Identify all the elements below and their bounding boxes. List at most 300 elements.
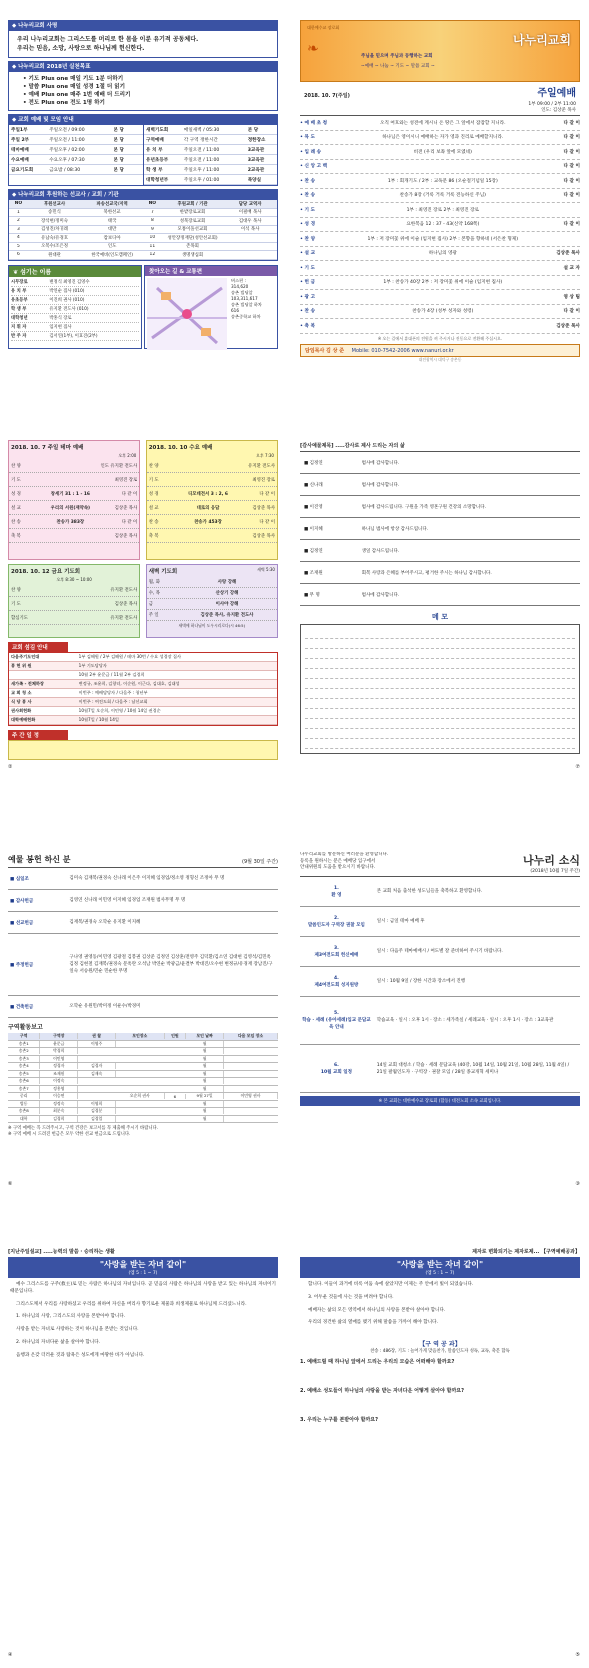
service-date: 2018. 10. 7(주일) [304,93,350,99]
bus-line: 버스편 : [231,277,246,283]
study-question: 1. 예배드릴 때 하나님 앞에서 드리는 우리의 모습은 어떠해야 할까요? [300,1359,455,1366]
group-cell: 6 [165,1094,187,1099]
memo-line [305,649,575,659]
worship-name: 주일1부 [11,127,28,133]
support-cell: NO [14,201,23,207]
page-3 [8,440,278,770]
program-row [147,459,277,473]
group-row [8,1041,278,1049]
program-row [9,583,139,597]
worship-place: 본 당 [113,147,124,153]
news-label [300,1010,373,1031]
support-cell: 4 [16,235,20,241]
plan-header: ◆ 나누리교회 2018년 실천목표 [8,61,278,71]
thanks-text: 회복 사랑과 은혜를 부어주시고, 평거한 주시는 하나님 감사합니다. [361,570,492,576]
support-cell: 한국예비(인도캠페인) [91,252,133,258]
order-person: 다 같 이 [563,222,580,228]
offering-row [8,934,278,996]
bus-line: 314,620 [231,283,249,289]
thanks-row [300,496,580,518]
servants-header: ❦ 섬기는 이름 [9,266,141,277]
news-detail: 학습교육 · 일시 : 오후 1시 · 장소 : 세가족실 / 세례교육 · 일시 : 오후 1시 · 장소 : 3교육관 [376,1018,554,1023]
support-table [8,199,278,261]
memo-box [300,624,580,754]
support-cell: 태국 [107,218,117,224]
group-cell: 송촌4 [8,1063,40,1069]
thanks-text: 범사에 감사합니다. [361,460,400,466]
map-box [144,265,278,349]
news-label [300,915,373,929]
worship-place: 본 당 [113,167,124,173]
offering-row [8,912,278,934]
group-cell: 월 [186,1071,224,1077]
program-content: 찬송가 453장 [194,519,222,525]
offering-type: ■ 건축헌금 [10,1004,34,1010]
group-cell: 대학 [8,1116,40,1122]
study-questions [300,1358,580,1423]
news-heading: 환 영 [331,892,342,898]
support-cell: 이석 목사 [240,227,260,233]
group-cell: 오순희 권사 [116,1093,165,1099]
order-name: • 입 례 송 [300,149,322,155]
worship-place: 목양실 [247,177,262,183]
page-4 [300,440,580,770]
servant-role: 유 치 부 [11,288,27,294]
group-cell: 다음 모임 장소 [224,1033,278,1039]
support-row [9,226,277,235]
memo-line [305,639,575,649]
duty-detail: 이번주 : 예배담당자 / 다음주 : 청년부 [78,690,148,695]
group-report-title: 구역활동보고 [8,1024,43,1031]
page-number: ⑥ [8,1181,13,1187]
support-cell: 1 [16,209,20,215]
servant-names: 김서연(1부), 이효진(2부) [49,333,98,339]
order-row [300,276,580,291]
offering-type: ■ 십일조 [10,876,29,882]
servant-row [11,296,139,305]
servant-role: 시무장로 [11,279,28,285]
program-content: 찬송가 383장 [56,519,85,525]
order-row [300,174,580,189]
support-cell: 후원교회 / 기관 [177,201,208,207]
program-row [9,501,139,515]
group-head-row [8,1033,278,1041]
page-number: ④ [8,1652,13,1658]
order-name: • 찬 양 [300,236,316,242]
support-row [9,243,277,252]
page-5 [8,852,278,1187]
bus-line: 송촌중학교 하차 [231,313,261,319]
servant-role: 대학청년 [11,315,28,321]
thanks-list [300,452,580,606]
group-note: ※ 구역 예배 시 드려진 헌금은 모두 약한 선교 헌금으로 드립니다. [8,1132,131,1137]
support-row [9,217,277,226]
program-person: 유지환 전도사 [110,615,138,621]
group-note: ※ 구역 예배는 꼭 드려주시고, 구역 건강은 보고서를 꼭 제출해 주시기 바랍니다. [8,1126,159,1131]
order-person: 다 같 이 [563,164,580,170]
group-cell: 송촌7 [8,1086,40,1092]
worship-time: 주일오전 / 11:00 [49,137,85,143]
page-number: ③ [575,1181,580,1187]
worship-time: 주일오후 / 02:00 [49,147,85,153]
program-content: 우리의 서원(재약속) [50,505,91,511]
duty-table [8,652,278,726]
support-cell: 캄보디아 [103,235,121,241]
group-cell: 송촌2 [8,1048,40,1054]
servant-names: 이진희 권사 (010) [49,297,85,303]
duty-name: 권사회헌화 [11,708,32,713]
program-item: 성 경 [11,491,21,497]
support-cell: 7 [150,209,154,215]
order-row [300,160,580,175]
worship-row [144,145,277,155]
program-item: 주 일 [148,613,159,618]
worship-time: 금요밤 / 08:30 [49,167,81,173]
duty-name: 새가족 - 전체하장 [11,681,44,686]
program-row [147,610,277,621]
support-row [9,234,277,243]
weekly-schedule [8,740,278,760]
support-cell: 유남숙/유경호 [41,235,69,241]
offering-list [8,868,278,1018]
group-cell: 권 찰 [78,1033,116,1039]
worship-row [144,155,277,165]
bus-info [231,278,262,320]
program-person: 김상준 목사 [114,601,138,607]
order-person: 다 같 이 [563,149,580,155]
program-row [9,597,139,611]
banner-line-2: ~예배 ~ 나눔 ~ 기도 ~ 말씀 교회 ~ [361,64,435,69]
plan-item: • 예배 Plus one 매주 1번 예배 더 드리기 [23,92,131,98]
group-cell: 조재원 [40,1071,78,1077]
program-item: 기 도 [148,477,159,483]
group-cell: 송촌6 [8,1078,40,1084]
study-body [300,1278,580,1337]
duty-row [9,689,277,698]
support-cell: 원대관 [48,252,61,258]
memo-line [305,739,575,749]
group-cell: 구역장 [40,1033,78,1039]
program-person: 다 같 이 [259,519,275,525]
sermon-body [8,1278,278,1370]
duty-name: 대학예배헌화 [11,717,36,722]
banner [300,20,580,82]
news-heading: 제4여전도회 성지원방 [314,982,359,988]
plan-item: • 기도 Plus one 매일 기도 1분 더하기 [23,76,124,82]
worship-table [8,124,278,186]
duty-detail: 10월 2부 윤문금 / 11월 2부 김경희 [78,672,145,677]
support-cell: 5 [16,243,20,249]
memo-heading: 메 모 [432,613,448,621]
program-item: 축 복 [148,533,159,539]
group-row [8,1116,278,1124]
worship-place: 정한장소 [247,137,266,143]
memo-line [305,729,575,739]
duty-detail: 10월7일 / 10월 14일 [78,717,119,722]
news-week: (2018년 10월 7일 주간) [530,869,580,874]
group-cell: 월 [186,1086,224,1092]
page-number: ⑤ [575,1652,580,1658]
news-row [300,907,580,937]
page-8 [300,1248,580,1658]
worship-row [9,155,143,165]
order-row [300,189,580,204]
support-header: ◆ 나누리교회 후원하는 선교사 / 교회 / 기관 [8,189,278,199]
page-7 [8,1248,278,1658]
program-content: 사랑 강해 [217,580,237,585]
page-6 [300,852,580,1187]
group-cell: 월 [186,1078,224,1084]
order-name: • 찬 송 [300,178,316,184]
memo-line [305,689,575,699]
support-cell: 3 [16,226,20,232]
worship-name: 유 치 부 [146,147,163,153]
servant-role: 반 주 자 [11,333,27,339]
group-cell: 이민영 [40,1056,78,1062]
servant-row [11,332,139,341]
support-cell: 북한선교 [103,210,121,216]
offering-title: 예물 봉헌 하신 분 [8,855,71,864]
group-cell: 9월 27일 [186,1093,224,1099]
support-cell: 대만 [107,227,117,233]
news-number: 3. [333,945,339,951]
worship-name: 수요예배 [11,157,29,163]
order-row [300,232,580,247]
duty-row [9,671,277,680]
friday-prayer-box: 2018. 10. 12 금요 기도회 오후 8:30 ~ 10:00 찬 양 유지환 전도사 기 도 김상준 목사 합심기도 유지환 전도사 [8,564,140,638]
order-person: 다 같 이 [563,120,580,126]
order-detail: 1부 : 저 장미꽃 위에 이슬 (임지현 집사) 2부 : 본향을 향하네 (서은찬 형제) [367,236,519,242]
support-row [9,251,277,260]
order-name: • 찬 송 [300,309,316,315]
order-person: 김상준 목사 [556,251,580,257]
worship-place: 2교육관 [247,167,265,173]
order-of-service [300,116,580,334]
program-row [147,529,277,543]
offering-week: (9월 30일 주간) [242,859,278,865]
order-name: • 성 경 [300,222,316,228]
program-row [147,588,277,599]
sermon-title-bar: "사랑을 받는 자녀 같이" (엡 5 : 1 ~ 7) [8,1257,278,1278]
thanks-row [300,584,580,606]
memo-line [305,679,575,689]
thanks-name: ■ 신나래 [304,482,323,488]
offering-row [8,868,278,890]
group-row [8,1078,278,1086]
news-label [300,1062,373,1076]
offering-row [8,890,278,912]
group-cell: 월 [186,1101,224,1107]
study-paragraph: 합니다. 이들이 과거에 비록 어둠 속에 살았지만 이제는 주 안에서 빛이 되었습니다. [308,1282,474,1287]
news-row [300,997,580,1045]
worship-name: 대학청년부 [146,177,169,183]
news-row [300,1045,580,1093]
group-cell: 월 [186,1116,224,1122]
duty-row [9,662,277,671]
order-row [300,261,580,276]
support-cell: 9 [150,226,154,232]
group-cell: 이영주 [78,1041,116,1047]
program-row [9,459,139,473]
group-cell: 월 [186,1041,224,1047]
order-name: • 광 고 [300,294,316,300]
autumn-leaf-icon: ❧ [307,41,319,57]
sermon-paragraph: 1. 하나님의 사랑, 그리스도의 사랑을 본받아야 합니다. [16,1314,126,1320]
order-person: 다 같 이 [563,135,580,141]
sermon-paragraph: 예수 그리스도를 구주(救主)로 믿는 사람은 하나님의 자녀입니다. 곧 믿음의 사람은 하나님의 사랑을 받고 있는 하나님의 자녀이기 때문입니다. [10,1282,276,1294]
order-detail: 하나님의 영광 [428,251,457,257]
group-row [8,1056,278,1064]
program-person: 김상준 목사 [252,533,275,539]
order-row [300,145,580,160]
program-item: 설 교 [11,505,21,511]
mission-line-1: 우리 나누리교회는 그리스도를 머리로 한 몸을 이룬 유기적 공동체다. [17,36,199,43]
worship-row [9,135,143,145]
map-header: 찾아오는 길 & 교통편 [145,266,277,276]
worship-name: 테마예배 [11,147,29,153]
study-meta: 찬송 : 486장, 기도 : 늘어가게 맞음찬가, 말씀인도자 성독, 교독, 축문 합독 [370,1349,510,1355]
program-person: 다 같 이 [259,491,275,497]
worship-place: 본 당 [113,137,124,143]
thanks-text: 범사에 감사합니다. [361,482,400,488]
duty-detail: 10월7일 오순희, 이민영 / 10월 14일 권경순 [78,708,161,713]
order-name: • 기 도 [300,265,316,271]
support-cell: 6 [16,252,20,258]
order-name: • 헌 금 [300,280,316,286]
servant-row [11,314,139,323]
program-item: 설 교 [148,505,159,511]
support-cell: 성안장정재단(성안선교회) [167,235,218,241]
study-paragraph: 3. 어두운 것들에 사는 것을 버려야 합니다. [308,1294,394,1300]
group-cell: 최분숙 [40,1108,78,1114]
worship-time: 각 구역 정한시간 [183,137,218,143]
news-detail: 14일 교회 대청소 / 학습 · 세례 문답교육 (40강, 10월 14일, 10월 21일, 10월 28일, 11월 4일) / 21일 팔월인도자 · 구역장 · 권찰 모임 / 28일 종교개혁 세미나 [376,1062,570,1075]
worship-row [144,125,277,135]
support-cell: 오복수/조은정 [41,244,69,250]
thanks-text: 범사에 감사합니다. [361,592,400,598]
program-row [9,529,139,543]
study-paragraph: 예배자는 삶의 모든 영역에서 하나님의 사랑을 본받아 살아야 합니다. [308,1307,446,1313]
support-cell: 11 [149,243,156,249]
worship-row [9,125,143,135]
thanks-row [300,474,580,496]
program-item: 월, 화 [148,580,160,585]
program-item: 금 [148,602,153,607]
program-row [9,515,139,529]
group-cell: 송촌5 [8,1071,40,1077]
program-person: 김상준 목사 [114,505,138,511]
group-row [8,1063,278,1071]
support-cell: 모퉁이돌선교회 [177,227,208,233]
program-item: 찬 양 [148,463,159,469]
duty-name: 봉 헌 위 원 [11,663,32,668]
program-person: 인도 유지환 전도사 [100,463,138,469]
worship-place: 본 당 [247,127,259,133]
weekly-header: 주 간 일 정 [8,730,68,740]
thanks-row [300,518,580,540]
group-cell: 중리 [8,1093,40,1099]
offering-type: ■ 선교헌금 [10,920,34,926]
plan-list [8,71,278,111]
worship-row [9,165,143,175]
program-item: 찬 송 [148,519,159,525]
group-cell: 김경분 [78,1108,116,1114]
group-cell: 월 [186,1056,224,1062]
group-cell: 정정숙 [40,1101,78,1107]
order-name: • 신 앙 고 백 [300,164,328,170]
denomination: 대한예수교 장로회 [307,25,340,30]
group-report-table [8,1033,278,1123]
order-detail: 1부 : 회개기도 / 2부 : 교독문 86 (오순절기념일 15장) [387,178,498,184]
group-cell: 김재숙 [78,1071,116,1077]
servant-names: 변정식 최영진 김영수 [49,279,90,285]
news-number: 4. [333,975,339,981]
order-row [300,131,580,146]
address: 대전광역시 대덕구 송촌동 [418,356,462,362]
news-detail: 본 교회 처음 출석한 성도님들을 축복하고 환영합니다. [376,889,483,894]
sermon-header: [지난주일설교] .....능력의 말씀 · 승리하는 생활 [8,1249,115,1255]
program-row [147,501,277,515]
news-label [300,975,373,989]
sermon-paragraph: 사랑을 받는 자녀로 사랑하는 것이 하나님을 본받는 것입니다. [16,1327,139,1333]
order-row [300,203,580,218]
page-2 [300,20,580,372]
news-list [300,877,580,1093]
memo-line [305,669,575,679]
program-content: 이사야 강해 [215,602,239,607]
servant-names: 유지환 전도사 (010) [49,306,89,312]
group-cell: 월 [186,1048,224,1054]
servant-row [11,305,139,314]
memo-line [305,719,575,729]
welcome-text: 나누리교회를 방문하신 여러분을 환영합니다. 등록을 원하시는 분은 예배당 입구에서 안내위원의 도움을 받으시기 바랍니다. [300,852,389,870]
group-cell: 이승연 [40,1093,78,1099]
servant-names: 박연순 집사 (010) [49,288,85,294]
service-times: 1부 09:00 / 2부 11:00 [528,102,576,107]
worship-name: 새벽기도회 [146,127,169,133]
support-cell: 한밭장로교회 [179,210,206,216]
news-detail: 일시 : 금일 테마 예배 후 [376,919,425,924]
support-row [9,209,277,218]
program-row [147,487,277,501]
page-number: ② [8,764,13,770]
program-content: 디모데전서 3 : 2, 6 [188,491,228,497]
program-item: 축 복 [11,533,21,539]
group-cell: 송촌3 [8,1056,40,1062]
news-heading: 말씀인도자 구역장 권찰 모임 [307,922,365,928]
worship-place: 3교육관 [247,157,265,163]
leaf-icon: ❦ [13,268,21,276]
order-name: • 설 교 [300,251,316,257]
program-item: 찬 송 [11,519,21,525]
program-person: 다 같 이 [121,519,138,525]
order-row [300,116,580,131]
order-row [300,319,580,334]
duty-name: 식 당 봉 사 [11,699,32,704]
group-cell: 모인 날짜 [186,1033,224,1039]
offering-names: 오학순 유원민/박미정 이운수/박경미 [69,1004,141,1009]
news-heading: 제3여전도회 헌신예배 [314,952,359,958]
program-person: 유지환 전도사 [110,587,138,593]
worship-time: 주일오전 / 09:00 [49,127,85,133]
thanks-name: ■ 무 명 [304,592,320,598]
support-cell: 12 [149,252,156,258]
duty-detail: 변정규, 조윤희, 김향녀, 이순원, 이근다, 김대호, 김대성 [78,681,180,686]
news-number: 5. [333,1011,339,1016]
thanks-row [300,452,580,474]
worship-time: 주일오전 / 11:00 [183,147,220,153]
memo-line [305,629,575,639]
